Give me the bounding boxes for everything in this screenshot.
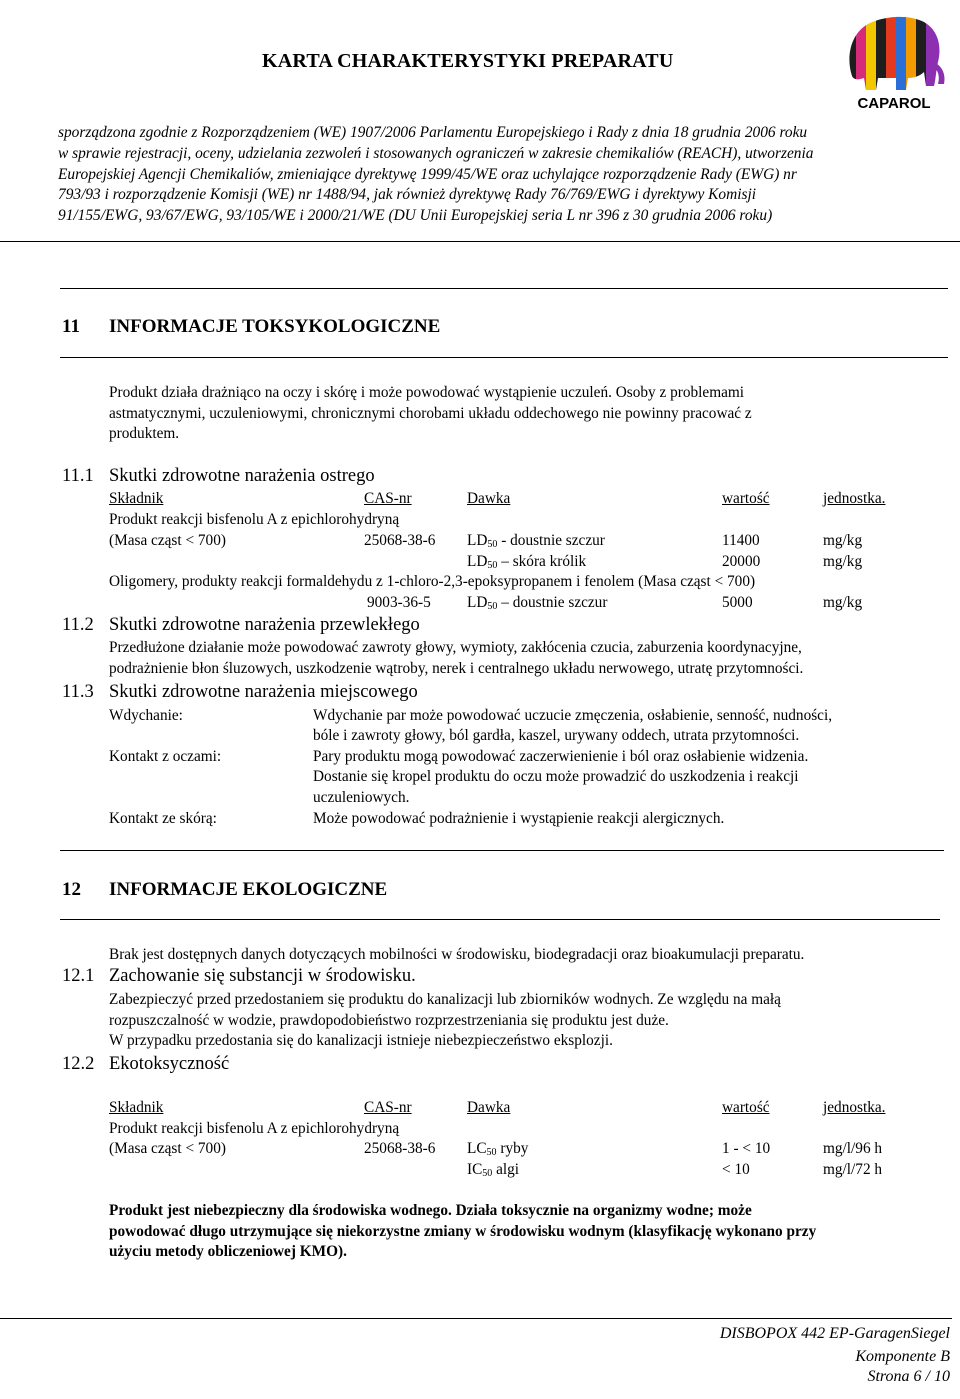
subsection-number: 12.1	[62, 966, 95, 986]
footer-page-number: Strona 6 / 10	[867, 1368, 950, 1385]
section-number: 12	[62, 879, 81, 900]
section-divider	[60, 288, 948, 289]
footer-component: Komponente B	[855, 1348, 950, 1365]
subsection-number: 11.3	[62, 682, 94, 702]
section-divider	[60, 919, 940, 920]
exposure-text: Wdychanie par może powodować uczucie zmęczenia, osłabienie, senność, nudności,	[313, 707, 833, 724]
section-title: INFORMACJE EKOLOGICZNE	[109, 879, 388, 900]
toxicity-unit: mg/l/96 h	[823, 1140, 883, 1157]
warning-line: powodować długo utrzymujące się niekorzystne zmiany w środowisku wodnym (klasyfikację wykonano przy	[109, 1223, 817, 1240]
dose-value: 11400	[722, 532, 760, 549]
col-header-cas: CAS-nr	[364, 490, 412, 507]
header-divider	[0, 241, 960, 242]
col-header-unit: jednostka.	[823, 1099, 886, 1116]
text-line: Przedłużone działanie może powodować zawroty głowy, wymioty, zakłócenia czucia, zaburzenia koordynacyjne,	[109, 639, 802, 656]
component-name: Produkt reakcji bisfenolu A z epichlorohydryną	[109, 1120, 400, 1137]
section-intro: Brak jest dostępnych danych dotyczących mobilności w środowisku, biodegradacji oraz bioakumulacji preparatu.	[109, 946, 805, 963]
legal-line: 793/93 i rozporządzenie Komisji (WE) nr 1488/94, jak również dyrektywę Rady 76/769/EWG i dyrektywy Komisji	[58, 186, 757, 204]
dose-entry: $LD_{50}$ – skóra królik	[467, 553, 587, 571]
text-line: W przypadku przedostania się do kanalizacji istnieje niebezpieczeństwo eksplozji.	[109, 1032, 613, 1049]
col-header-value: wartość	[722, 490, 770, 507]
exposure-label: Wdychanie:	[109, 707, 183, 724]
toxicity-unit: mg/l/72 h	[823, 1161, 883, 1178]
exposure-label: Kontakt z oczami:	[109, 748, 222, 765]
section-intro	[109, 383, 939, 445]
warning-line: Produkt jest niebezpieczny dla środowiska wodnego. Działa toksycznie na organizmy wodne; może	[109, 1202, 752, 1219]
dose-entry: $LD_{50}$ - doustnie szczur	[467, 532, 605, 550]
dose-value: 20000	[722, 553, 761, 570]
section-divider	[60, 850, 944, 851]
component-mass: (Masa cząst < 700)	[109, 532, 226, 549]
legal-line: Europejskiej Agencji Chemikaliów, zmieniające dyrektywę 1999/45/WE oraz uchylające rozporządzenie Rady (EWG) nr	[58, 165, 797, 183]
dose-unit: mg/kg	[823, 594, 863, 611]
subsection-title: Skutki zdrowotne narażenia ostrego	[109, 466, 375, 486]
footer-divider	[0, 1318, 952, 1319]
warning-line: użyciu metody obliczeniowej KMO).	[109, 1243, 347, 1260]
text-line: astmatycznymi, uczuleniowymi, chronicznymi chorobami układu oddechowego nie powinny pracować z	[109, 404, 752, 422]
legal-line: sporządzona zgodnie z Rozporządzeniem (WE) 1907/2006 Parlamentu Europejskiego i Rady z dnia 18 grudnia 2006 roku	[58, 124, 808, 141]
subsection-title: Zachowanie się substancji w środowisku.	[109, 966, 416, 986]
col-header-dose: Dawka	[467, 490, 511, 507]
subsection-number: 11.2	[62, 615, 94, 635]
toxicity-value: 1 - < 10	[722, 1140, 771, 1157]
toxicity-entry: $LC_{50}$ ryby	[467, 1140, 529, 1158]
text-line: rozpuszczalność w wodzie, prawdopodobieństwo rozprzestrzeniania się produktu jest duże.	[109, 1012, 669, 1029]
col-header-component: Składnik	[109, 1099, 164, 1116]
col-header-unit: jednostka.	[823, 490, 886, 507]
subsection-title: Ekotoksyczność	[109, 1054, 230, 1074]
col-header-dose: Dawka	[467, 1099, 511, 1116]
section-title: INFORMACJE TOKSYKOLOGICZNE	[109, 316, 441, 337]
exposure-label: Kontakt ze skórą:	[109, 810, 217, 827]
subsection-number: 11.1	[62, 466, 94, 486]
exposure-text: Pary produktu mogą powodować zaczerwienienie i ból oraz osłabienie widzenia.	[313, 748, 809, 765]
col-header-cas: CAS-nr	[364, 1099, 412, 1116]
exposure-text: Może powodować podrażnienie i wystąpienie reakcji alergicznych.	[313, 810, 725, 827]
text-line: Zabezpieczyć przed przedostaniem się produktu do kanalizacji lub zbiorników wodnych. Ze względu na małą	[109, 991, 781, 1008]
text-line: produktem.	[109, 425, 180, 442]
text-line: Produkt działa drażniąco na oczy i skórę i może powodować wystąpienie uczuleń. Osoby z problemami	[109, 384, 745, 401]
col-header-value: wartość	[722, 1099, 770, 1116]
caparol-logo	[838, 6, 950, 114]
legal-basis	[58, 123, 958, 227]
component-mass: (Masa cząst < 700)	[109, 1140, 226, 1157]
dose-unit: mg/kg	[823, 532, 863, 549]
text-line: podrażnienie błon śluzowych, uszkodzenie wątroby, nerek i centralnego układu nerwowego, utratę przytomności.	[109, 660, 804, 677]
elephant-icon	[838, 6, 950, 114]
exposure-text: Dostanie się kropel produktu do oczu może prowadzić do uszkodzenia i reakcji	[313, 768, 799, 785]
subsection-title: Skutki zdrowotne narażenia przewlekłego	[109, 615, 420, 635]
col-header-component: Składnik	[109, 490, 164, 507]
dose-unit: mg/kg	[823, 553, 863, 570]
component-name: Oligomery, produkty reakcji formaldehydu z 1-chloro-2,3-epoksypropanem i fenolem (Masa cząst < 700)	[109, 573, 756, 590]
toxicity-value: < 10	[722, 1161, 750, 1178]
component-cas: 9003-36-5	[367, 594, 431, 611]
dose-entry: $LD_{50}$ – doustnie szczur	[467, 594, 608, 612]
footer-product: DISBOPOX 442 EP-GaragenSiegel	[719, 1325, 950, 1342]
section-number: 11	[62, 316, 80, 337]
legal-line: 91/155/EWG, 93/67/EWG, 93/105/WE i 2000/21/WE (DU Unii Europejskiej seria L nr 396 z 30 grudnia 2006 roku)	[58, 207, 773, 225]
legal-line: w sprawie rejestracji, oceny, udzielania zezwoleń i stosowanych ograniczeń w zakresie chemikaliów (REACH), utworzenia	[58, 144, 814, 162]
component-cas: 25068-38-6	[364, 1140, 436, 1157]
subsection-title: Skutki zdrowotne narażenia miejscowego	[109, 682, 418, 702]
exposure-text: uczuleniowych.	[313, 789, 410, 806]
document-title: KARTA CHARAKTERYSTYKI PREPARATU	[262, 50, 674, 72]
section-divider	[60, 357, 948, 358]
exposure-text: bóle i zawroty głowy, ból gardła, kaszel, urywany oddech, utrata przytomności.	[313, 727, 800, 744]
component-cas: 25068-38-6	[364, 532, 436, 549]
dose-value: 5000	[722, 594, 753, 611]
component-name: Produkt reakcji bisfenolu A z epichlorohydryną	[109, 511, 400, 528]
svg-text:CAPAROL: CAPAROL	[857, 95, 931, 112]
toxicity-entry: $IC_{50}$ algi	[467, 1161, 520, 1179]
subsection-number: 12.2	[62, 1054, 95, 1074]
